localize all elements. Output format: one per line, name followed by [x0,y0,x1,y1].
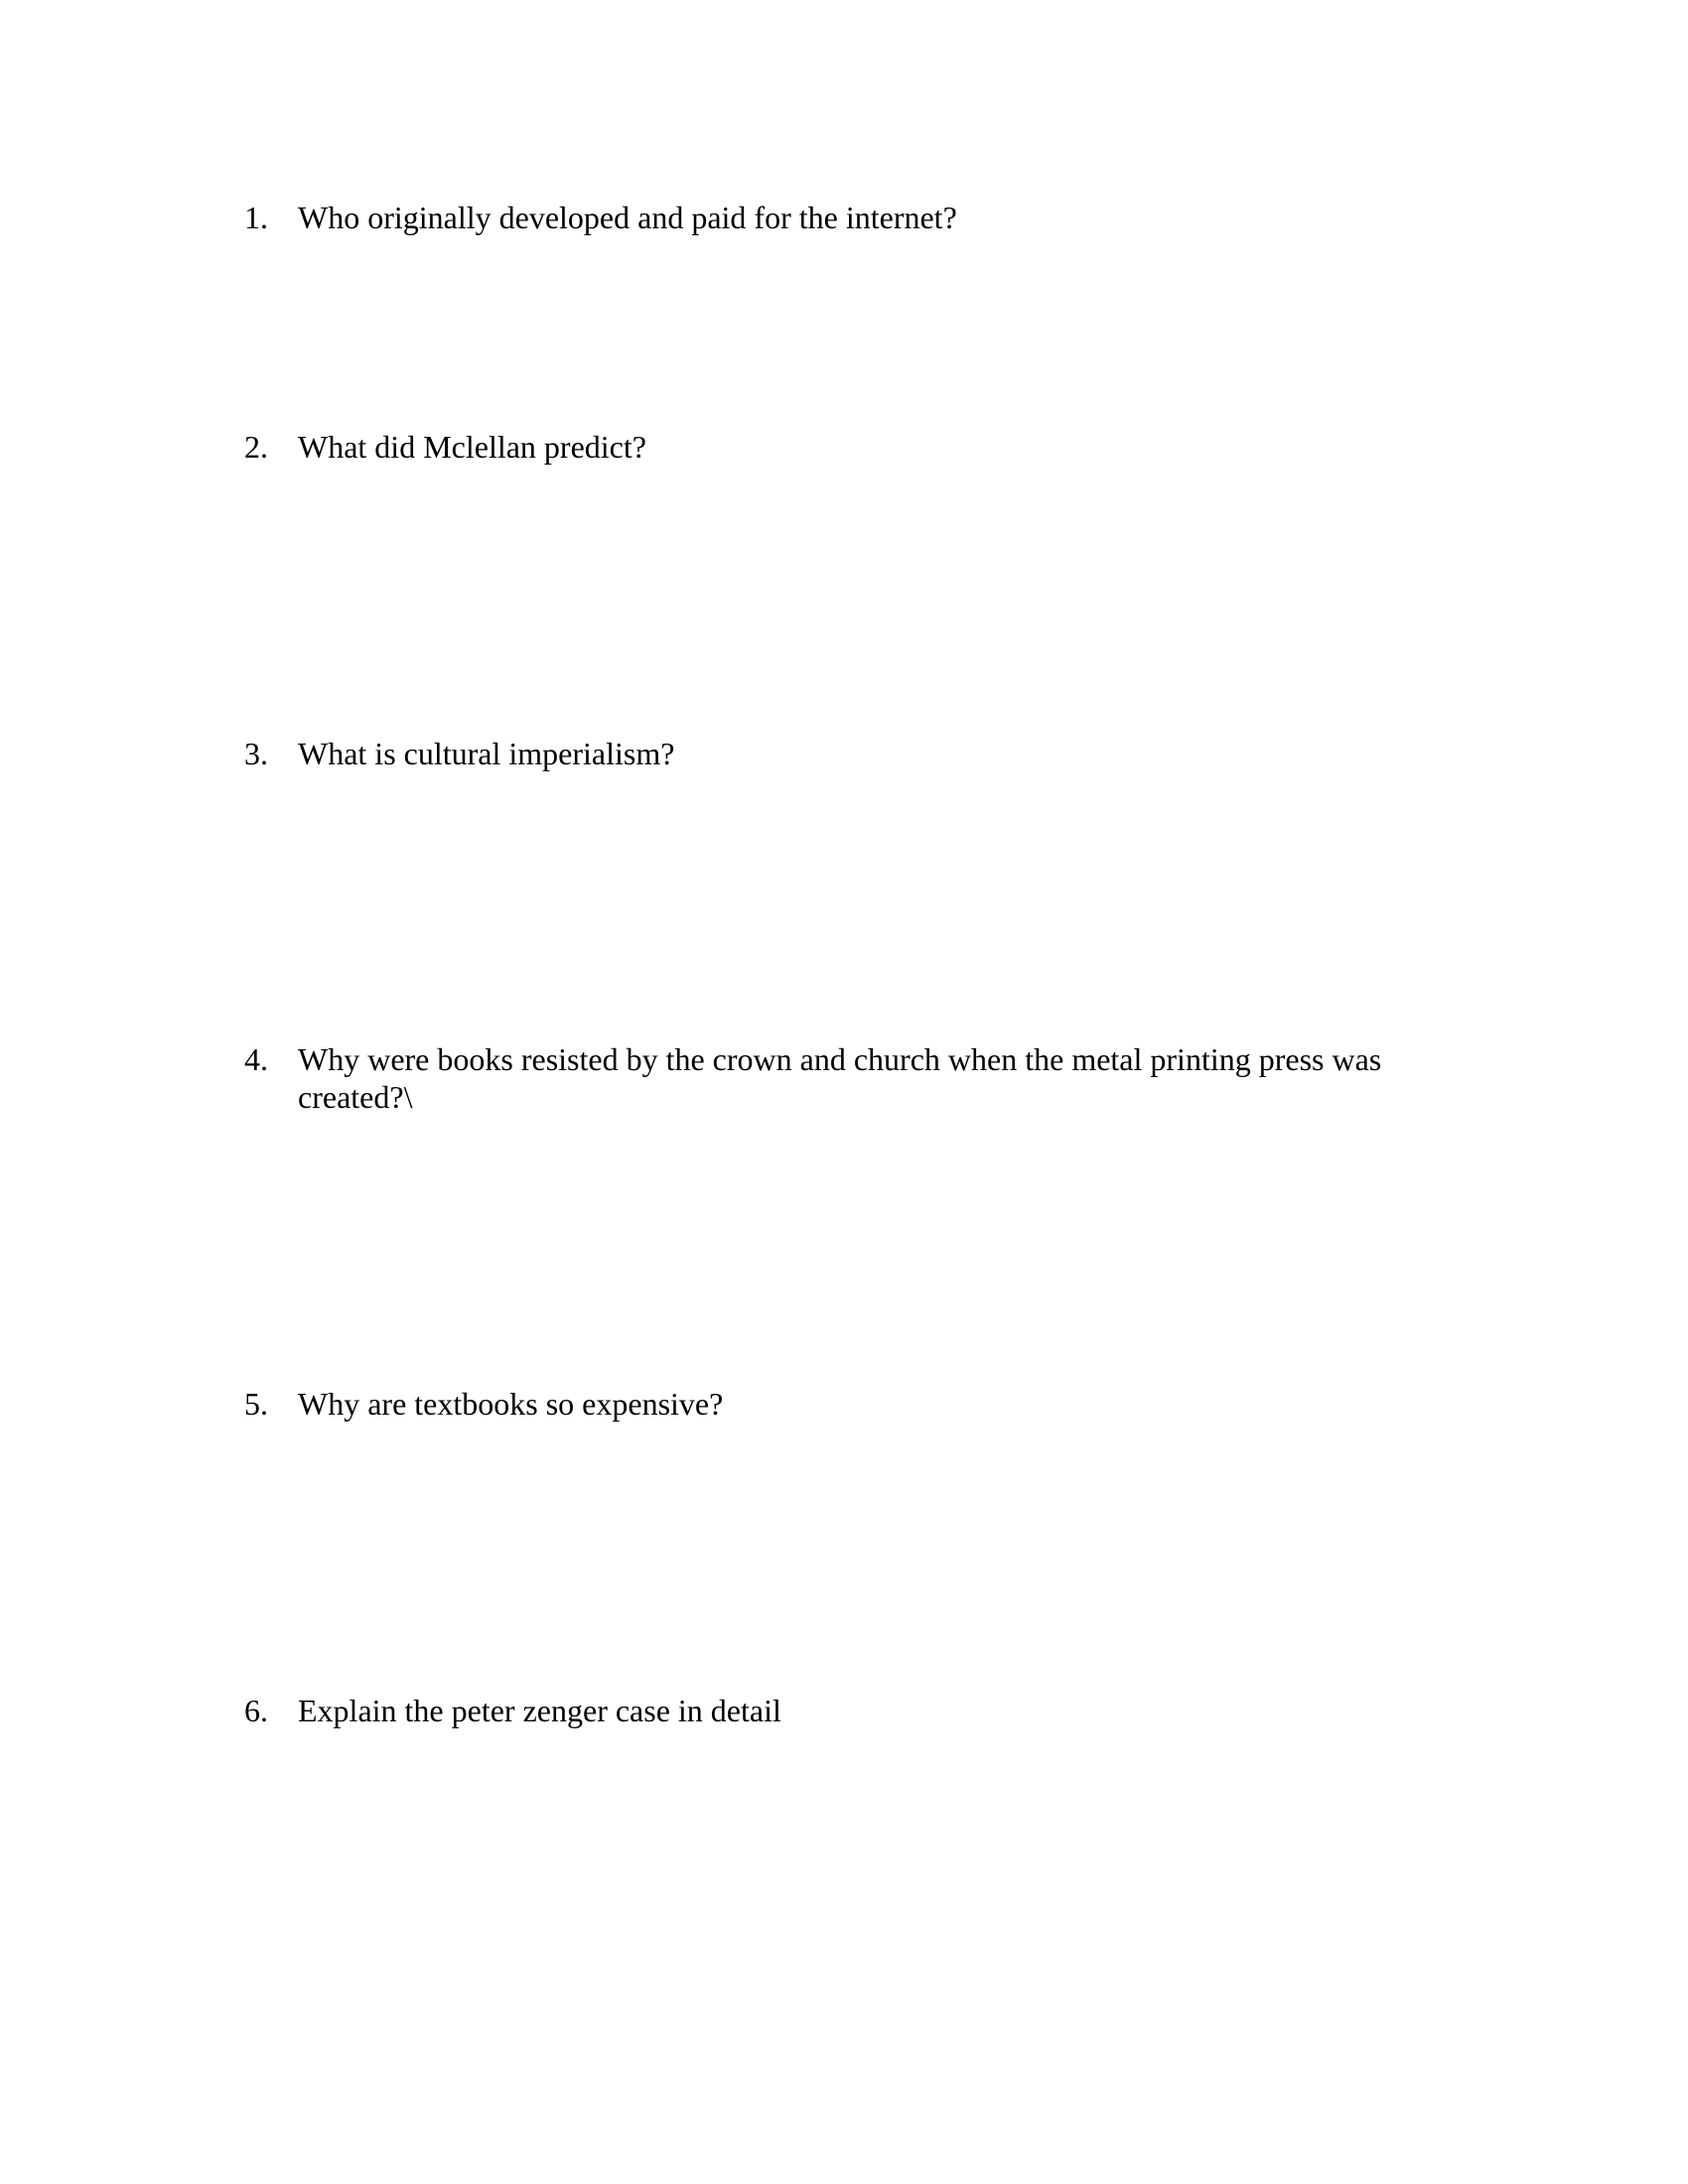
question-item [244,199,1436,236]
question-number: 2. [244,429,268,465]
question-item [244,735,1436,772]
question-number: 4. [244,1041,268,1077]
question-text: Why were books resisted by the crown and church when the metal printing press was created?\ [298,1041,1382,1115]
question-text: Who originally developed and paid for the internet? [298,200,957,235]
question-number: 3. [244,736,268,771]
question-item [244,1385,1436,1423]
question-text: Why are textbooks so expensive? [298,1386,724,1422]
question-item [244,1692,1436,1729]
question-text: What is cultural imperialism? [298,736,675,771]
question-text: What did Mclellan predict? [298,429,646,465]
question-number: 6. [244,1693,268,1728]
question-item [244,1040,1436,1116]
question-number: 5. [244,1386,268,1422]
question-number: 1. [244,200,268,235]
question-text: Explain the peter zenger case in detail [298,1693,781,1728]
question-item [244,428,1436,466]
